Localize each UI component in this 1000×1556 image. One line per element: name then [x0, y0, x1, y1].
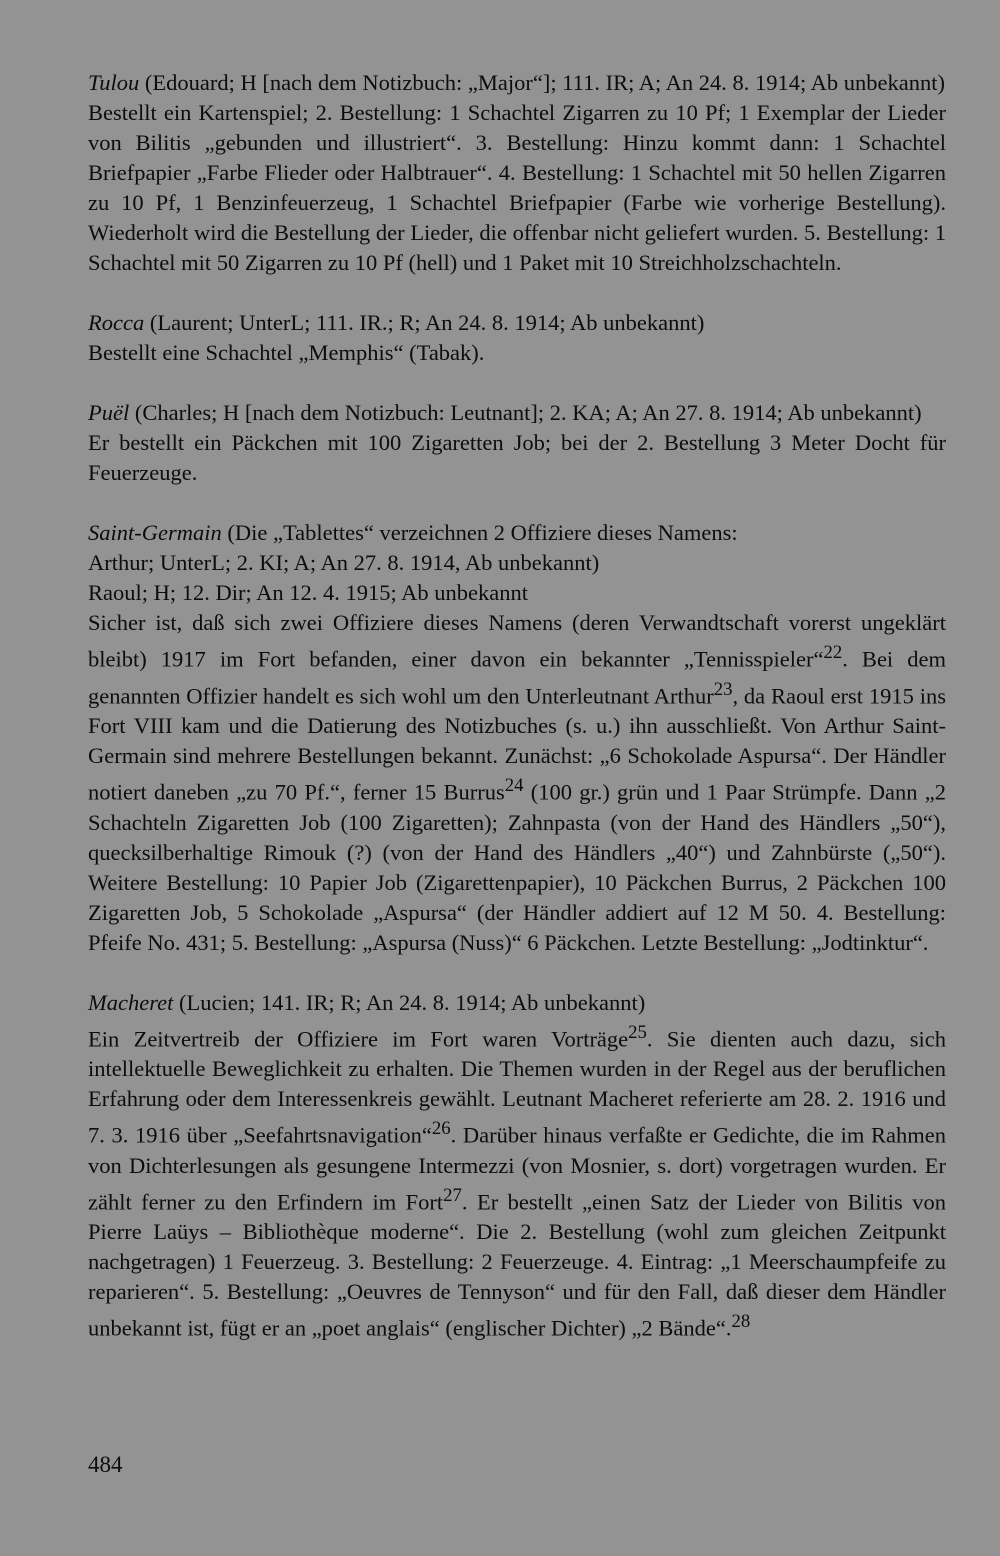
entry-heading — [88, 68, 946, 98]
officer-details: (Laurent; UnterL; 111. IR.; R; An 24. 8. 1914; Ab unbekannt) — [144, 310, 705, 335]
officer-name: Tulou — [88, 70, 140, 95]
entry-body — [88, 608, 946, 958]
entry-body: Bestellt eine Schachtel „Memphis“ (Tabak). — [88, 340, 485, 365]
officer-details: (Charles; H [nach dem Notizbuch: Leutnant]; 2. KA; A; An 27. 8. 1914; Ab unbekannt) — [129, 400, 922, 425]
entry-rocca — [88, 308, 946, 368]
body-text: Sicher ist, daß sich zwei Offiziere dieses Namens (deren Verwandtschaft vorerst ungeklärt bleibt) 1917 im Fort befanden, einer davon ein bekannter „Tennisspieler“ — [88, 610, 946, 672]
entry-tulou — [88, 68, 946, 278]
officer-name: Puël — [88, 400, 130, 425]
entry-heading — [88, 988, 946, 1018]
entry-heading — [88, 398, 946, 428]
entry-body: Bestellt ein Kartenspiel; 2. Bestellung: 1 Schachtel Zigarren zu 10 Pf; 1 Exemplar der Lieder von Bilitis „gebunden und illustriert“. 3. Bestellung: Hinzu kommt dann: 1 Schachtel Briefpapier „Farbe Flieder oder Halbtrauer“. 4. Bestellung: 1 Schachtel mit 50 hellen Zigarren zu 10 Pf, 1 Benzinfeuerzeug, 1 Schachtel Briefpapier (Farbe wie vorherige Bestellung). Wiederholt wird die Bestellung der Lieder, die offenbar nicht geliefert wurden. 5. Bestellung: 1 Schachtel mit 50 Zigarren zu 10 Pf (hell) und 1 Paket mit 10 Streichholzschachteln. — [88, 100, 946, 275]
page-number: 484 — [88, 1452, 123, 1477]
entry-heading — [88, 518, 946, 548]
entry-saint-germain — [88, 518, 946, 958]
entry-body — [88, 1018, 946, 1344]
entry-subline: Raoul; H; 12. Dir; An 12. 4. 1915; Ab unbekannt — [88, 580, 528, 605]
body-text: . Darüber hinaus verfaßte er Gedichte, die im Rahmen von Dichterlesungen als gesungene Intermezzi (von Mosnier, s. dort) vorgetragen wurden. Er zählt ferner zu den Erfindern im Fort — [88, 1122, 946, 1214]
entry-body: Er bestellt ein Päckchen mit 100 Zigaretten Job; bei der 2. Bestellung 3 Meter Docht für Feuerzeuge. — [88, 430, 946, 485]
officer-details: (Edouard; H [nach dem Notizbuch: „Major“]; 111. IR; A; An 24. 8. 1914; Ab unbekannt) — [139, 70, 945, 95]
officer-name: Rocca — [88, 310, 145, 335]
body-text: . Sie dienten auch dazu, sich intellektuelle Beweglichkeit zu erhalten. Die Themen wurden in der Regel aus der beruflichen Erfahrung oder dem Interessenkreis gewählt. Leutnant Macheret referierte am 28. 2. 1916 und 7. 3. 1916 über „Seefahrtsnavigation“ — [88, 1026, 947, 1148]
footnote-marker: 28 — [731, 1311, 751, 1332]
footnote-marker: 23 — [713, 678, 733, 700]
footnote-marker: 27 — [443, 1184, 462, 1206]
footnote-marker: 26 — [431, 1118, 451, 1139]
body-text: Ein Zeitvertreib der Offiziere im Fort waren Vorträge — [88, 1026, 629, 1051]
footnote-marker: 24 — [504, 775, 524, 796]
page-text — [88, 68, 946, 1374]
officer-details: (Die „Tablettes“ verzeichnen 2 Offiziere dieses Namens: — [221, 520, 738, 545]
officer-name: Saint-Germain — [88, 520, 222, 545]
entry-puel — [88, 398, 946, 488]
body-text: . Bei dem genannten Offizier handelt es sich wohl um den Unterleutnant Arthur — [88, 646, 946, 708]
body-text: . Er bestellt „einen Satz der Lieder von Bilitis von Pierre Laüys – Bibliothèque moderne“. Die 2. Bestellung (wohl zum gleichen Zeitpunkt nachgetragen) 1 Feuerzeug. 3. Bestellung: 2 Feuerzeuge. 4. Eintrag: „1 Meerschaumpfeife zu reparieren“. 5. Bestellung: „Oeuvres de Tennyson“ und für den Fall, daß dieser dem Händler unbekannt ist, fügt er an „poet anglais“ (englischer Dichter) „2 Bände“. — [88, 1189, 946, 1341]
officer-details: (Lucien; 141. IR; R; An 24. 8. 1914; Ab unbekannt) — [173, 989, 646, 1015]
footnote-marker: 25 — [628, 1021, 647, 1043]
body-text: (100 gr.) grün und 1 Paar Strümpfe. Dann „2 Schachteln Zigaretten Job (100 Zigaretten); Zahnpasta (von der Hand des Händlers „50“), quecksilberhaltige Rimouk (?) (von der Hand des Händlers „40“) und Zahnbürste („50“). Weitere Bestellung: 10 Papier Job (Zigarettenpapier), 10 Päckchen Burrus, 2 Päckchen 100 Zigaretten Job, 5 Schokolade „Aspursa“ (der Händler addiert auf 12 M 50. 4. Bestellung: Pfeife No. 431; 5. Bestellung: „Aspursa (Nuss)“ 6 Päckchen. Letzte Bestellung: „Jodtinktur“. — [88, 779, 947, 955]
body-text: , da Raoul erst 1915 ins Fort VIII kam und die Datierung des Notizbuches (s. u.) ihn ausschließt. Von Arthur Saint-Germain sind mehrere Bestellungen bekannt. Zunächst: „6 Schokolade Aspursa“. Der Händler notiert daneben „zu 70 Pf.“, ferner 15 Burrus — [88, 683, 946, 805]
footnote-marker: 22 — [823, 642, 843, 663]
entry-heading — [88, 308, 946, 338]
entry-macheret — [88, 988, 946, 1344]
officer-name: Macheret — [88, 989, 174, 1015]
entry-subline: Arthur; UnterL; 2. KI; A; An 27. 8. 1914, Ab unbekannt) — [88, 550, 600, 575]
